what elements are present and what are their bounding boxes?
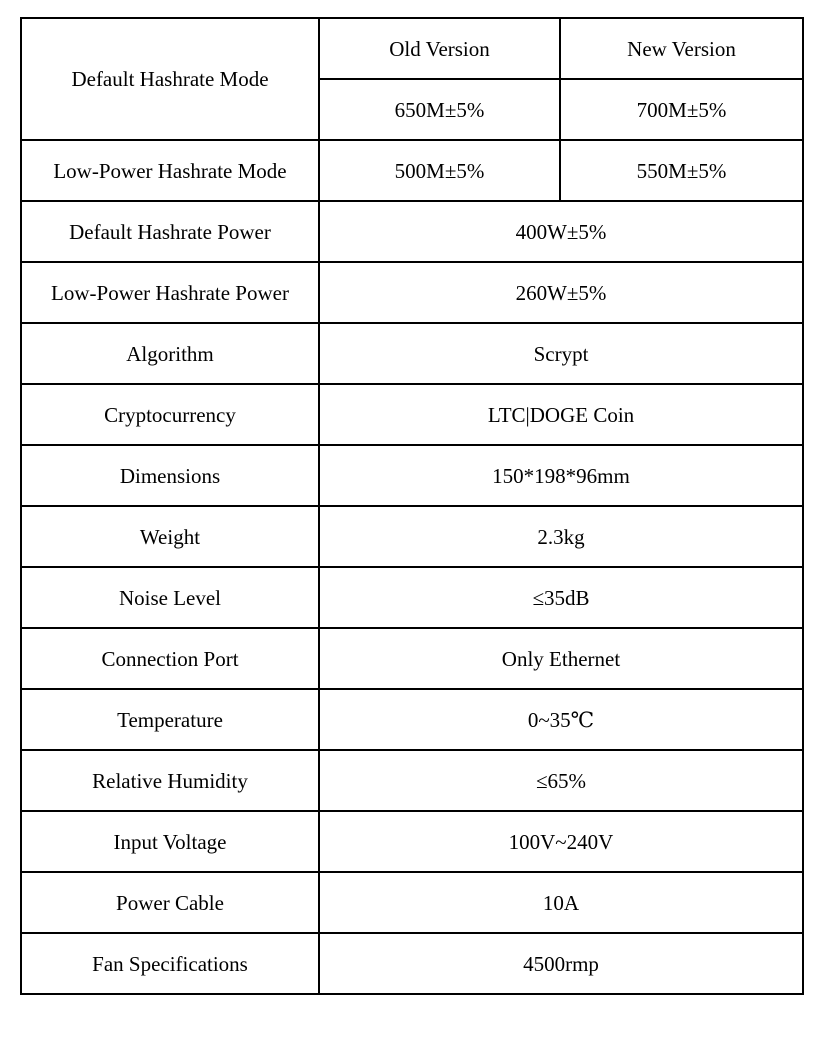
row-label: Temperature [21,689,319,750]
row-label: Low-Power Hashrate Power [21,262,319,323]
default-hashrate-old-value: 650M±5% [319,79,560,140]
row-label: Connection Port [21,628,319,689]
row-label: Input Voltage [21,811,319,872]
table-row [21,506,803,567]
table-row [21,201,803,262]
row-label: Cryptocurrency [21,384,319,445]
table-row [21,933,803,994]
low-power-hashrate-new-value: 550M±5% [560,140,803,201]
row-value: 100V~240V [319,811,803,872]
table-row [21,811,803,872]
table-row [21,262,803,323]
table-row [21,445,803,506]
row-label: Weight [21,506,319,567]
row-value: LTC|DOGE Coin [319,384,803,445]
column-header-new-version: New Version [560,18,803,79]
row-label: Relative Humidity [21,750,319,811]
row-label: Fan Specifications [21,933,319,994]
row-label: Algorithm [21,323,319,384]
table-row [21,689,803,750]
table-row [21,750,803,811]
row-value: ≤35dB [319,567,803,628]
default-hashrate-new-value: 700M±5% [560,79,803,140]
spec-table [20,17,804,995]
row-label: Noise Level [21,567,319,628]
table-row [21,140,803,201]
table-row [21,323,803,384]
column-header-old-version: Old Version [319,18,560,79]
row-label-low-power-hashrate-mode: Low-Power Hashrate Mode [21,140,319,201]
table-row [21,384,803,445]
row-value: 260W±5% [319,262,803,323]
table-row [21,567,803,628]
row-value: 0~35℃ [319,689,803,750]
row-value: 2.3kg [319,506,803,567]
row-label-default-hashrate-mode: Default Hashrate Mode [21,18,319,140]
row-value: 400W±5% [319,201,803,262]
table-row [21,18,803,79]
table-row [21,628,803,689]
row-label: Power Cable [21,872,319,933]
row-value: 4500rmp [319,933,803,994]
row-value: Only Ethernet [319,628,803,689]
row-value: 10A [319,872,803,933]
row-label: Default Hashrate Power [21,201,319,262]
table-row [21,872,803,933]
row-value: ≤65% [319,750,803,811]
row-value: 150*198*96mm [319,445,803,506]
row-value: Scrypt [319,323,803,384]
low-power-hashrate-old-value: 500M±5% [319,140,560,201]
row-label: Dimensions [21,445,319,506]
